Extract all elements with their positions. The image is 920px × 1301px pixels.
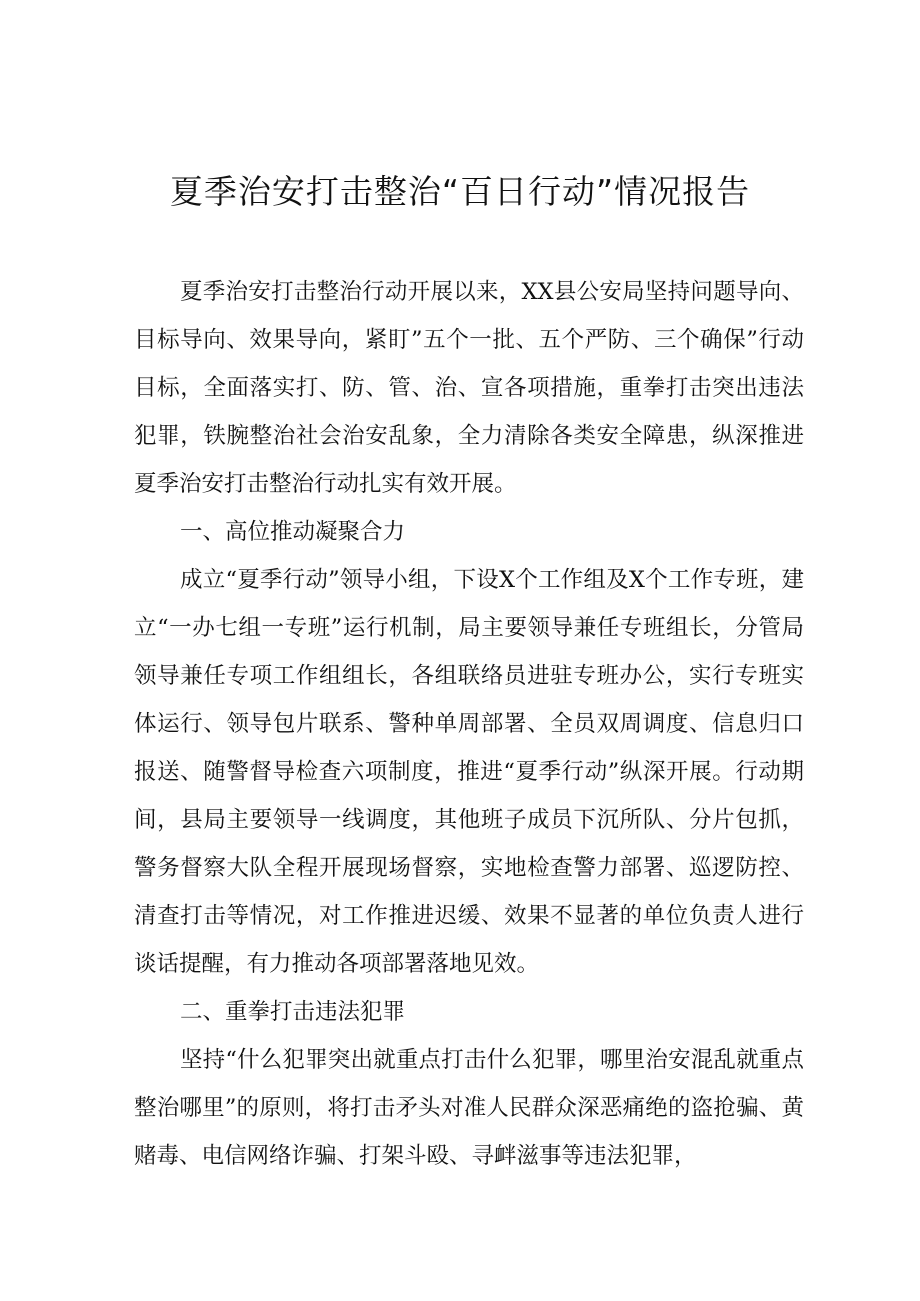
- section-heading-1: 一、高位推动凝聚合力: [180, 519, 406, 545]
- section-paragraph-2: 坚持“什么犯罪突出就重点打击什么犯罪，哪里治安混乱就重点整治哪里”的原则，将打击矛头对准人民群众深恶痛绝的盗抢骗、黄赌毒、电信网络诈骗、打架斗殴、寻衅滋事等违法犯罪，: [134, 1047, 804, 1169]
- intro-paragraph: 夏季治安打击整治行动开展以来，XX县公安局坚持问题导向、目标导向、效果导向，紧盯”五个一批、五个严防、三个确保”行动目标，全面落实打、防、管、治、宣各项措施，重拳打击突出违法犯罪，铁腕整治社会治安乱象，全力清除各类安全障患，纵深推进夏季治安打击整治行动扎实有效开展。: [134, 279, 804, 497]
- document-title: 夏季治安打击整治“百日行动”情况报告: [169, 172, 751, 211]
- section-paragraph-1: 成立“夏季行动”领导小组，下设X个工作组及X个工作专班，建立“一办七组一专班”运行机制，局主要领导兼任专班组长，分管局领导兼任专项工作组组长，各组联络员进驻专班办公，实行专班实体运行、领导包片联系、警种单周部署、全员双周调度、信息归口报送、随警督导检查六项制度，推进“夏季行动”纵深开展。行动期间，县局主要领导一线调度，其他班子成员下沉所队、分片包抓，警务督察大队全程开展现场督察，实地检查警力部署、巡逻防控、清查打击等情况，对工作推进迟缓、效果不显著的单位负责人进行谈话提醒，有力推动各项部署落地见效。: [134, 567, 804, 977]
- document-body: [134, 268, 804, 1180]
- section-heading-2: 二、重拳打击违法犯罪: [180, 999, 406, 1025]
